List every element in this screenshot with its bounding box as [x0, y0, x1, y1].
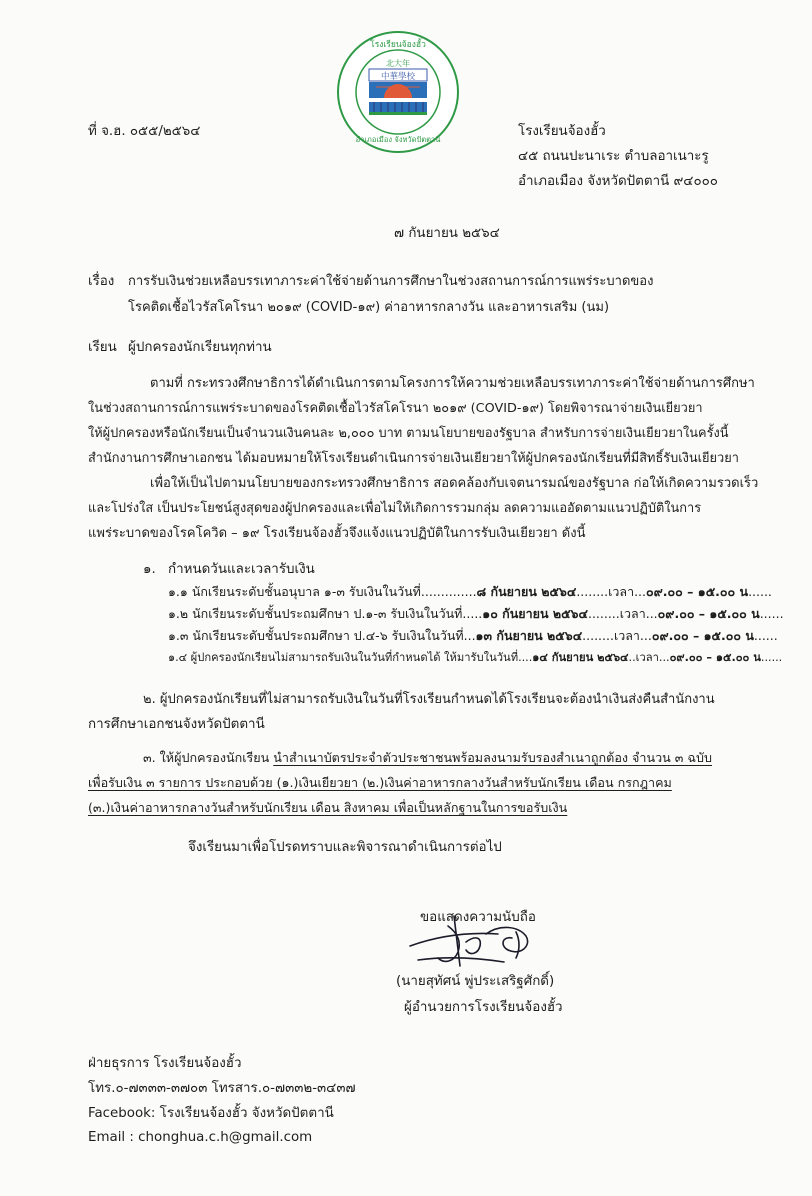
sender-address-line: อำเภอเมือง จังหวัดปัตตานี ๙๔๐๐๐	[518, 174, 718, 189]
footer-email: Email : chonghua.c.h@gmail.com	[88, 1130, 313, 1145]
item3-lead: ๓. ให้ผู้ปกครองนักเรียน	[143, 750, 274, 765]
item-number: ๑.	[143, 562, 156, 577]
document-number: ที่ จ.ฮ. ๐๕๕/๒๕๖๔	[88, 124, 201, 139]
body-line-underlined: (๓.)เงินค่าอาหารกลางวันสำหรับนักเรียน เดือน สิงหาคม เพื่อเป็นหลักฐานในการขอรับเงิน	[88, 800, 568, 815]
schedule-row	[168, 626, 778, 646]
body-line: สำนักงานการศึกษาเอกชน ได้มอบหมายให้โรงเรียนดำเนินการจ่ายเงินเยียวยาให้ผู้ปกครองนักเรียนที่มีสิทธิ์รับเงินเยียวยา	[88, 451, 739, 466]
schedule-sep: ........เวลา...	[576, 584, 647, 599]
schedule-date: ๘ กันยายน ๒๕๖๔	[476, 584, 577, 599]
item3-underlined: นำสำเนาบัตรประจำตัวประชาชนพร้อมลงนามรับรองสำเนาถูกต้อง จำนวน ๓ ฉบับ	[273, 750, 712, 765]
schedule-sep: ......	[753, 628, 778, 643]
subject-label: เรื่อง	[88, 274, 115, 289]
schedule-row	[168, 604, 784, 624]
sender-address-line: ๔๕ ถนนปะนาเระ ตำบลอาเนาะรู	[518, 149, 709, 164]
logo-chinese-top: 北大年	[386, 59, 410, 68]
body-line: ๒. ผู้ปกครองนักเรียนที่ไม่สามารถรับเงินในวันที่โรงเรียนกำหนดได้โรงเรียนจะต้องนำเงินส่งคืนสำนักงาน	[143, 692, 715, 707]
schedule-time: ๐๙.๐๐ – ๑๕.๐๐ น	[646, 584, 749, 599]
schedule-time: ๐๙.๐๐ – ๑๕.๐๐ น	[657, 606, 760, 621]
schedule-sep: ......	[760, 651, 783, 664]
body-line: ในช่วงสถานการณ์การแพร่ระบาดของโรคติดเชื้อไวรัสโคโรนา ๒๐๑๙ (COVID-๑๙) โดยพิจารณาจ่ายเงินเยียวยา	[88, 401, 703, 416]
schedule-row	[168, 582, 772, 602]
body-line: และโปร่งใส เป็นประโยชน์สูงสุดของผู้ปกครองและเพื่อไม่ให้เกิดการรวมกลุ่ม ลดความแออัดตามแนวปฏิบัติในการ	[88, 501, 702, 516]
schedule-time: ๐๙.๐๐ – ๑๕.๐๐ น	[669, 651, 761, 664]
subject-text: การรับเงินช่วยเหลือบรรเทาภาระค่าใช้จ่ายด้านการศึกษาในช่วงสถานการณ์การแพร่ระบาดของ	[128, 274, 654, 289]
schedule-sep: ..เวลา...	[628, 651, 670, 664]
body-line: แพร่ระบาดของโรคโควิด – ๑๙ โรงเรียนจ้องฮั้วจึงแจ้งแนวปฏิบัติในการรับเงินเยียวยา ดังนี้	[88, 526, 586, 541]
schedule-sep: ........เวลา...	[587, 606, 658, 621]
schedule-date: ๑๓ กันยายน ๒๕๖๔	[475, 628, 583, 643]
schedule-row	[168, 648, 782, 666]
schedule-sep: ......	[759, 606, 784, 621]
schedule-label: ๑.๒ นักเรียนระดับชั้นประถมศึกษา ป.๑-๓ รับเงินในวันที่.....	[168, 606, 483, 621]
footer-phone: โทร.๐-๗๓๓๓-๓๗๐๓ โทรสาร.๐-๗๓๓๒-๓๔๓๗	[88, 1081, 356, 1096]
sender-name: โรงเรียนจ้องฮั้ว	[518, 124, 606, 139]
signer-name: (นายสุทัศน์ พู่ประเสริฐศักดิ์)	[396, 974, 555, 989]
salutation-text: ผู้ปกครองนักเรียนทุกท่าน	[128, 340, 272, 355]
logo-top-text: โรงเรียนจ้องฮั้ว	[370, 40, 426, 50]
body-line: ตามที่ กระทรวงศึกษาธิการได้ดำเนินการตามโครงการให้ความช่วยเหลือบรรเทาภาระค่าใช้จ่ายด้านการศึกษา	[150, 376, 755, 391]
schedule-label: ๑.๑ นักเรียนระดับชั้นอนุบาล ๑-๓ รับเงินในวันที่..............	[168, 584, 477, 599]
footer-department: ฝ่ายธุรการ โรงเรียนจ้องฮั้ว	[88, 1056, 242, 1071]
schedule-label: ๑.๓ นักเรียนระดับชั้นประถมศึกษา ป.๔-๖ รับเงินในวันที่...	[168, 628, 476, 643]
item-title: กำหนดวันและเวลารับเงิน	[168, 562, 315, 577]
school-logo	[336, 30, 460, 154]
closing-text: จึงเรียนมาเพื่อโปรดทราบและพิจารณาดำเนินการต่อไป	[188, 840, 502, 855]
signer-position: ผู้อำนวยการโรงเรียนจ้องฮั้ว	[404, 1000, 563, 1015]
body-line	[143, 748, 712, 768]
document-date: ๗ กันยายน ๒๕๖๔	[394, 226, 500, 241]
subject-text: โรคติดเชื้อไวรัสโคโรนา ๒๐๑๙ (COVID-๑๙) ค่าอาหารกลางวัน และอาหารเสริม (นม)	[128, 300, 610, 315]
schedule-sep: ........เวลา...	[582, 628, 652, 643]
regards-text: ขอแสดงความนับถือ	[420, 910, 536, 925]
footer-facebook: Facebook: โรงเรียนจ้องฮั้ว จังหวัดปัตตานี	[88, 1106, 334, 1121]
body-line: เพื่อให้เป็นไปตามนโยบายของกระทรวงศึกษาธิการ สอดคล้องกับเจตนารมณ์ของรัฐบาล ก่อให้เกิดความรวดเร็ว	[150, 476, 759, 491]
schedule-date: ๑๔ กันยายน ๒๕๖๔	[532, 651, 629, 664]
schedule-date: ๑๐ กันยายน ๒๕๖๔	[482, 606, 588, 621]
schedule-label: ๑.๔ ผู้ปกครองนักเรียนไม่สามารถรับเงินในวันที่กำหนดได้ ให้มารับในวันที่....	[168, 651, 533, 664]
schedule-time: ๐๙.๐๐ – ๑๕.๐๐ น	[651, 628, 754, 643]
body-line: ให้ผู้ปกครองหรือนักเรียนเป็นจำนวนเงินคนละ ๒,๐๐๐ บาท ตามนโยบายของรัฐบาล สำหรับการจ่ายเงินเยียวยาในครั้งนี้	[88, 426, 729, 441]
logo-chinese-main: 中華學校	[380, 72, 416, 82]
body-line: การศึกษาเอกชนจังหวัดปัตตานี	[88, 717, 265, 732]
body-line-underlined: เพื่อรับเงิน ๓ รายการ ประกอบด้วย (๑.)เงินเยียวยา (๒.)เงินค่าอาหารกลางวันสำหรับนักเรียน เดือน กรกฎาคม	[88, 775, 672, 790]
schedule-sep: ......	[748, 584, 772, 599]
logo-bottom-text: อำเภอเมือง จังหวัดปัตตานี	[355, 135, 441, 144]
salutation-label: เรียน	[88, 340, 117, 355]
